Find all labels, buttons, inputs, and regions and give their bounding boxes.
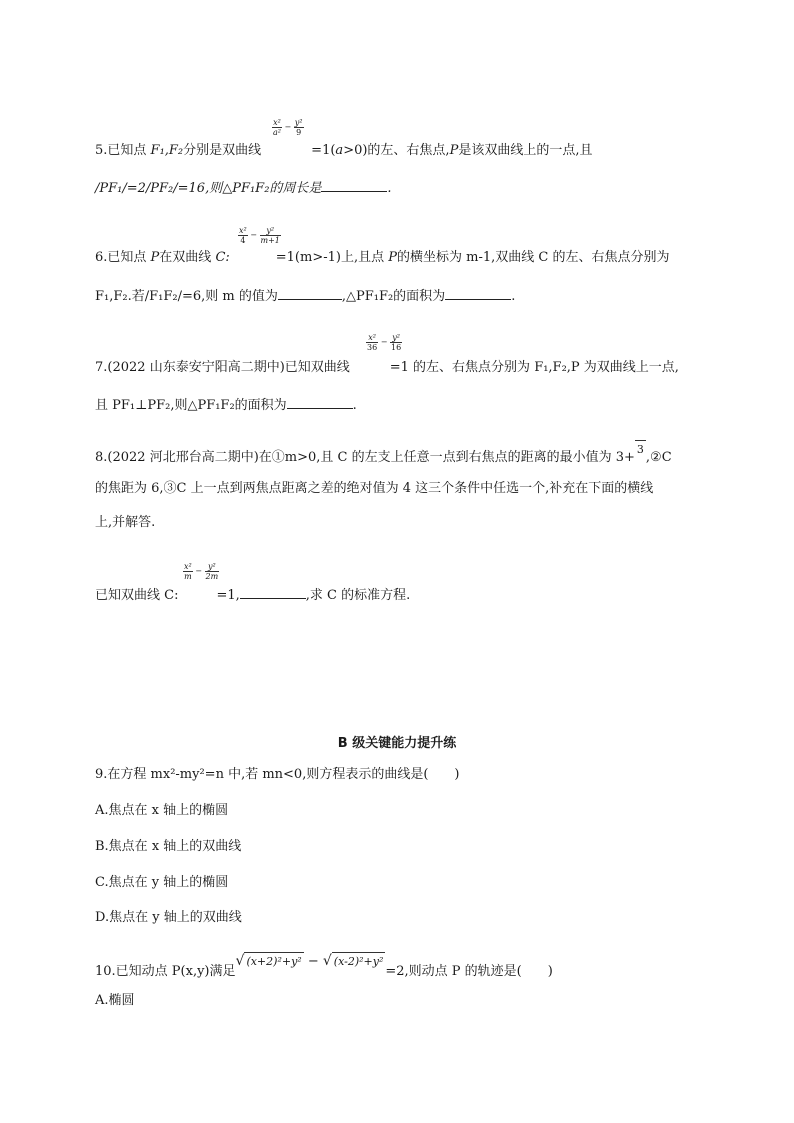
q6-text-c: 在双曲线 (159, 250, 216, 265)
q8-text-line4c: ,求 C 的标准方程. (305, 588, 411, 603)
q8-text-line4b: =1, (216, 588, 240, 603)
q6-text-g: 的横坐标为 m-1,双曲线 C 的左、右焦点分别为 (396, 250, 670, 265)
q6-answer-blank-2[interactable] (445, 286, 511, 300)
q8-frac-num1: x² (184, 562, 192, 571)
q5-text-a: 5.已知点 (95, 143, 151, 158)
q10-sqrt-2: (x-2)²+y² (332, 952, 386, 971)
q8-fraction (183, 562, 219, 581)
q7-line2 (95, 395, 357, 415)
q5-line2-text: /PF₁/=2/PF₂/=16,则△PF₁F₂的周长是 (95, 181, 322, 196)
q8-line3 (95, 514, 155, 532)
q7-frac1 (366, 333, 378, 352)
q7-frac-minus: − (380, 337, 390, 347)
q5-text-h: 是该双曲线上的一点,且 (458, 143, 593, 158)
q7-frac-den2: 16 (390, 343, 402, 352)
q7-line2-end: . (352, 398, 357, 413)
q5-line2 (95, 178, 392, 198)
q8-frac-num2: y² (205, 562, 220, 572)
q6-line1 (95, 249, 669, 267)
q9-option-d[interactable]: D.焦点在 y 轴上的双曲线 (95, 910, 242, 925)
q8-line1 (95, 443, 672, 467)
q8-text-line4a: 已知双曲线 C: (95, 588, 179, 603)
q6-frac1 (238, 226, 248, 245)
q10-sqrt-1: (x+2)²+y² (244, 952, 303, 971)
q5-frac1 (272, 118, 282, 137)
q7-frac2 (390, 333, 402, 352)
q6-text-e: =1(m>-1)上,且点 (275, 250, 389, 265)
q8-text-a: 8.(2022 河北邢台高二期中)在①m>0,且 C 的左支上任意一点到右焦点的距离的最小值为 3+ (95, 450, 635, 465)
q9-stem: 9.在方程 mx²-my²=n 中,若 mn<0,则方程表示的曲线是( ) (95, 767, 460, 782)
q6-frac-minus: − (250, 230, 260, 240)
q6-frac-den2: m+1 (260, 236, 280, 245)
q5-frac2 (294, 118, 304, 137)
q5-frac-minus: − (284, 122, 294, 132)
q10-text-b: =2,则动点 P 的轨迹是( ) (385, 964, 553, 979)
section-heading: B 级关键能力提升练 (337, 736, 457, 751)
q8-frac-den1: m (184, 572, 192, 581)
q9-option-a[interactable]: A.焦点在 x 轴上的椭圆 (95, 803, 229, 818)
q8-text-b: ,②C (645, 450, 672, 465)
q5-text-c: 分别是双曲线 (183, 143, 262, 158)
q8-frac2 (205, 562, 220, 581)
q8-line2 (95, 480, 653, 498)
q7-frac-den1: 36 (367, 343, 378, 352)
q7-frac-num2: y² (390, 333, 402, 343)
q5-frac-den2: 9 (296, 128, 302, 137)
q8-sqrt3: 3 (635, 440, 646, 459)
q10-sqrt-sign-1: √ (235, 953, 245, 969)
q5-line1 (95, 142, 592, 160)
q7-answer-blank[interactable] (287, 395, 353, 409)
q6-frac-num2: y² (260, 226, 281, 236)
q8-frac-den2: 2m (205, 572, 219, 581)
q8-text-line3: 上,并解答. (95, 515, 156, 530)
q6-line2-end: . (511, 289, 516, 304)
q6-curve-c: C: (215, 250, 230, 265)
q6-frac-den1: 4 (240, 236, 246, 245)
q5-line2-end: . (387, 181, 392, 196)
q6-text-a: 6.已知点 (95, 250, 151, 265)
q6-line2 (95, 286, 515, 306)
q5-frac-den1: a² (273, 128, 281, 137)
q10-expression (236, 954, 386, 969)
q9-option-c[interactable]: C.焦点在 y 轴上的椭圆 (95, 875, 229, 890)
q8-text-line2: 的焦距为 6,③C 上一点到两焦点距离之差的绝对值为 4 这三个条件中任选一个,补充在下面的横线 (95, 481, 654, 496)
q5-var-p: P (449, 143, 459, 158)
q7-text-b: =1 的左、右焦点分别为 F₁,F₂,P 为双曲线上一点, (389, 360, 679, 375)
q7-line1 (95, 359, 679, 377)
q6-line2-text-a: F₁,F₂.若/F₁F₂/=6,则 m 的值为 (95, 289, 278, 304)
q6-fraction (238, 226, 281, 245)
q6-line2-text-b: ,△PF₁F₂的面积为 (341, 289, 446, 304)
q7-fraction (366, 333, 402, 352)
q8-frac1 (183, 562, 193, 581)
q8-answer-blank[interactable] (240, 585, 306, 599)
q10-option-a[interactable]: A.椭圆 (95, 993, 135, 1008)
q5-frac-num2: y² (294, 118, 303, 127)
q9-option-b[interactable]: B.焦点在 x 轴上的双曲线 (95, 839, 242, 854)
q5-var-a: a (335, 143, 344, 158)
q6-frac-num1: x² (239, 226, 247, 235)
q5-text-f: >0)的左、右焦点, (343, 143, 450, 158)
q6-var-p: P (150, 250, 160, 265)
q6-var-p2: P (388, 250, 397, 265)
q10-text-a: 10.已知动点 P(x,y)满足 (95, 964, 236, 979)
q8-frac-minus: − (195, 566, 205, 576)
q7-text-a: 7.(2022 山东泰安宁阳高二期中)已知双曲线 (95, 360, 350, 375)
q5-frac-num1: x² (273, 118, 281, 127)
q5-fraction (272, 118, 304, 137)
q5-foci: F₁,F₂ (150, 143, 184, 158)
q5-answer-blank[interactable] (321, 178, 387, 192)
q10-stem (95, 953, 553, 981)
q7-frac-num1: x² (366, 333, 378, 343)
q6-frac2 (260, 226, 281, 245)
q5-text-d: =1( (311, 143, 336, 158)
q10-sqrt-sign-2: √ (322, 953, 332, 969)
q8-line4 (95, 585, 410, 605)
q10-minus: − (303, 954, 323, 969)
q6-answer-blank-1[interactable] (278, 286, 342, 300)
q7-line2-text: 且 PF₁⊥PF₂,则△PF₁F₂的面积为 (95, 398, 287, 413)
